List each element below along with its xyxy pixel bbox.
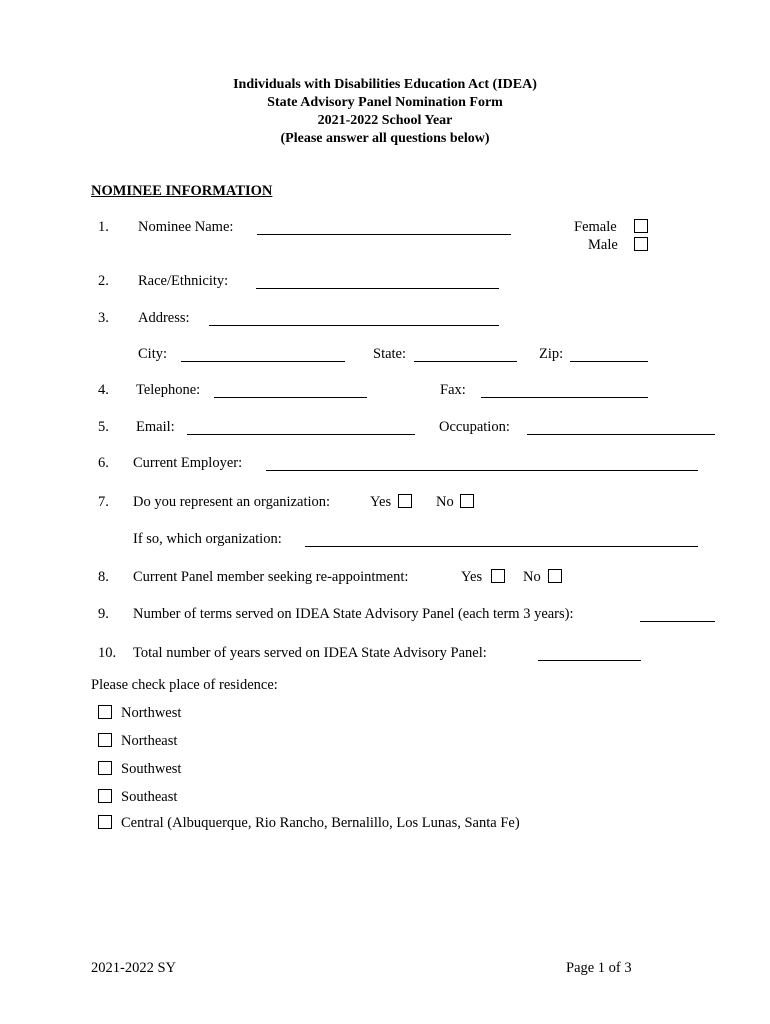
- race-ethnicity-field[interactable]: [256, 288, 499, 289]
- form-title-line-2: State Advisory Panel Nomination Form: [267, 95, 503, 110]
- q8-yes-label: Yes: [461, 569, 483, 585]
- q6-number: 6.: [98, 455, 109, 471]
- residence-southwest-label: Southwest: [121, 761, 182, 777]
- fax-label: Fax:: [440, 382, 466, 398]
- q8-label: Current Panel member seeking re-appointment:: [133, 569, 409, 585]
- fax-field[interactable]: [481, 397, 648, 398]
- q7-label: Do you represent an organization:: [133, 494, 331, 510]
- residence-central-checkbox[interactable]: [98, 815, 112, 829]
- zip-label: Zip:: [539, 346, 564, 362]
- footer-page-number: Page 1 of 3: [566, 960, 632, 976]
- q10-label: Total number of years served on IDEA State Advisory Panel:: [133, 645, 487, 661]
- residence-northwest-label: Northwest: [121, 705, 182, 721]
- residence-southeast-checkbox[interactable]: [98, 789, 112, 803]
- zip-field[interactable]: [570, 361, 648, 362]
- form-title-line-3: 2021-2022 School Year: [317, 113, 453, 128]
- q7-yes-checkbox[interactable]: [398, 494, 412, 508]
- q3-number: 3.: [98, 310, 109, 326]
- organization-field[interactable]: [305, 546, 698, 547]
- female-checkbox[interactable]: [634, 219, 648, 233]
- footer-school-year: 2021-2022 SY: [91, 960, 176, 976]
- city-label: City:: [138, 346, 168, 362]
- q4-number: 4.: [98, 382, 109, 398]
- residence-southwest-checkbox[interactable]: [98, 761, 112, 775]
- q1-number: 1.: [98, 219, 109, 235]
- q10-number: 10.: [98, 645, 117, 661]
- email-field[interactable]: [187, 434, 415, 435]
- residence-northeast-checkbox[interactable]: [98, 733, 112, 747]
- male-label: Male: [588, 237, 618, 253]
- female-label: Female: [574, 219, 617, 235]
- q7-no-checkbox[interactable]: [460, 494, 474, 508]
- residence-northwest-checkbox[interactable]: [98, 705, 112, 719]
- state-label: State:: [373, 346, 407, 362]
- q2-number: 2.: [98, 273, 109, 289]
- state-field[interactable]: [414, 361, 517, 362]
- q6-label: Current Employer:: [133, 455, 243, 471]
- form-title-line-4: (Please answer all questions below): [280, 131, 490, 146]
- residence-prompt: Please check place of residence:: [91, 677, 278, 693]
- q7-followup-label: If so, which organization:: [133, 531, 282, 547]
- residence-central-label: Central (Albuquerque, Rio Rancho, Bernalillo, Los Lunas, Santa Fe): [121, 815, 520, 831]
- q5-label: Email:: [136, 419, 175, 435]
- q8-no-checkbox[interactable]: [548, 569, 562, 583]
- q7-yes-label: Yes: [370, 494, 392, 510]
- q2-label: Race/Ethnicity:: [138, 273, 229, 289]
- q4-label: Telephone:: [136, 382, 201, 398]
- telephone-field[interactable]: [214, 397, 367, 398]
- q9-number: 9.: [98, 606, 109, 622]
- q9-label: Number of terms served on IDEA State Advisory Panel (each term 3 years):: [133, 606, 574, 622]
- q1-label: Nominee Name:: [138, 219, 234, 235]
- terms-served-field[interactable]: [640, 621, 715, 622]
- occupation-label: Occupation:: [439, 419, 510, 435]
- residence-northeast-label: Northeast: [121, 733, 178, 749]
- occupation-field[interactable]: [527, 434, 715, 435]
- q8-number: 8.: [98, 569, 109, 585]
- years-served-field[interactable]: [538, 660, 641, 661]
- section-title: NOMINEE INFORMATION: [91, 183, 273, 199]
- nominee-name-field[interactable]: [257, 234, 511, 235]
- q8-yes-checkbox[interactable]: [491, 569, 505, 583]
- q8-no-label: No: [523, 569, 541, 585]
- address-field[interactable]: [209, 325, 499, 326]
- q7-no-label: No: [436, 494, 454, 510]
- q3-label: Address:: [138, 310, 190, 326]
- city-field[interactable]: [181, 361, 345, 362]
- male-checkbox[interactable]: [634, 237, 648, 251]
- current-employer-field[interactable]: [266, 470, 698, 471]
- form-title-line-1: Individuals with Disabilities Education Act (IDEA): [233, 77, 537, 92]
- q7-number: 7.: [98, 494, 109, 510]
- residence-southeast-label: Southeast: [121, 789, 178, 805]
- q5-number: 5.: [98, 419, 109, 435]
